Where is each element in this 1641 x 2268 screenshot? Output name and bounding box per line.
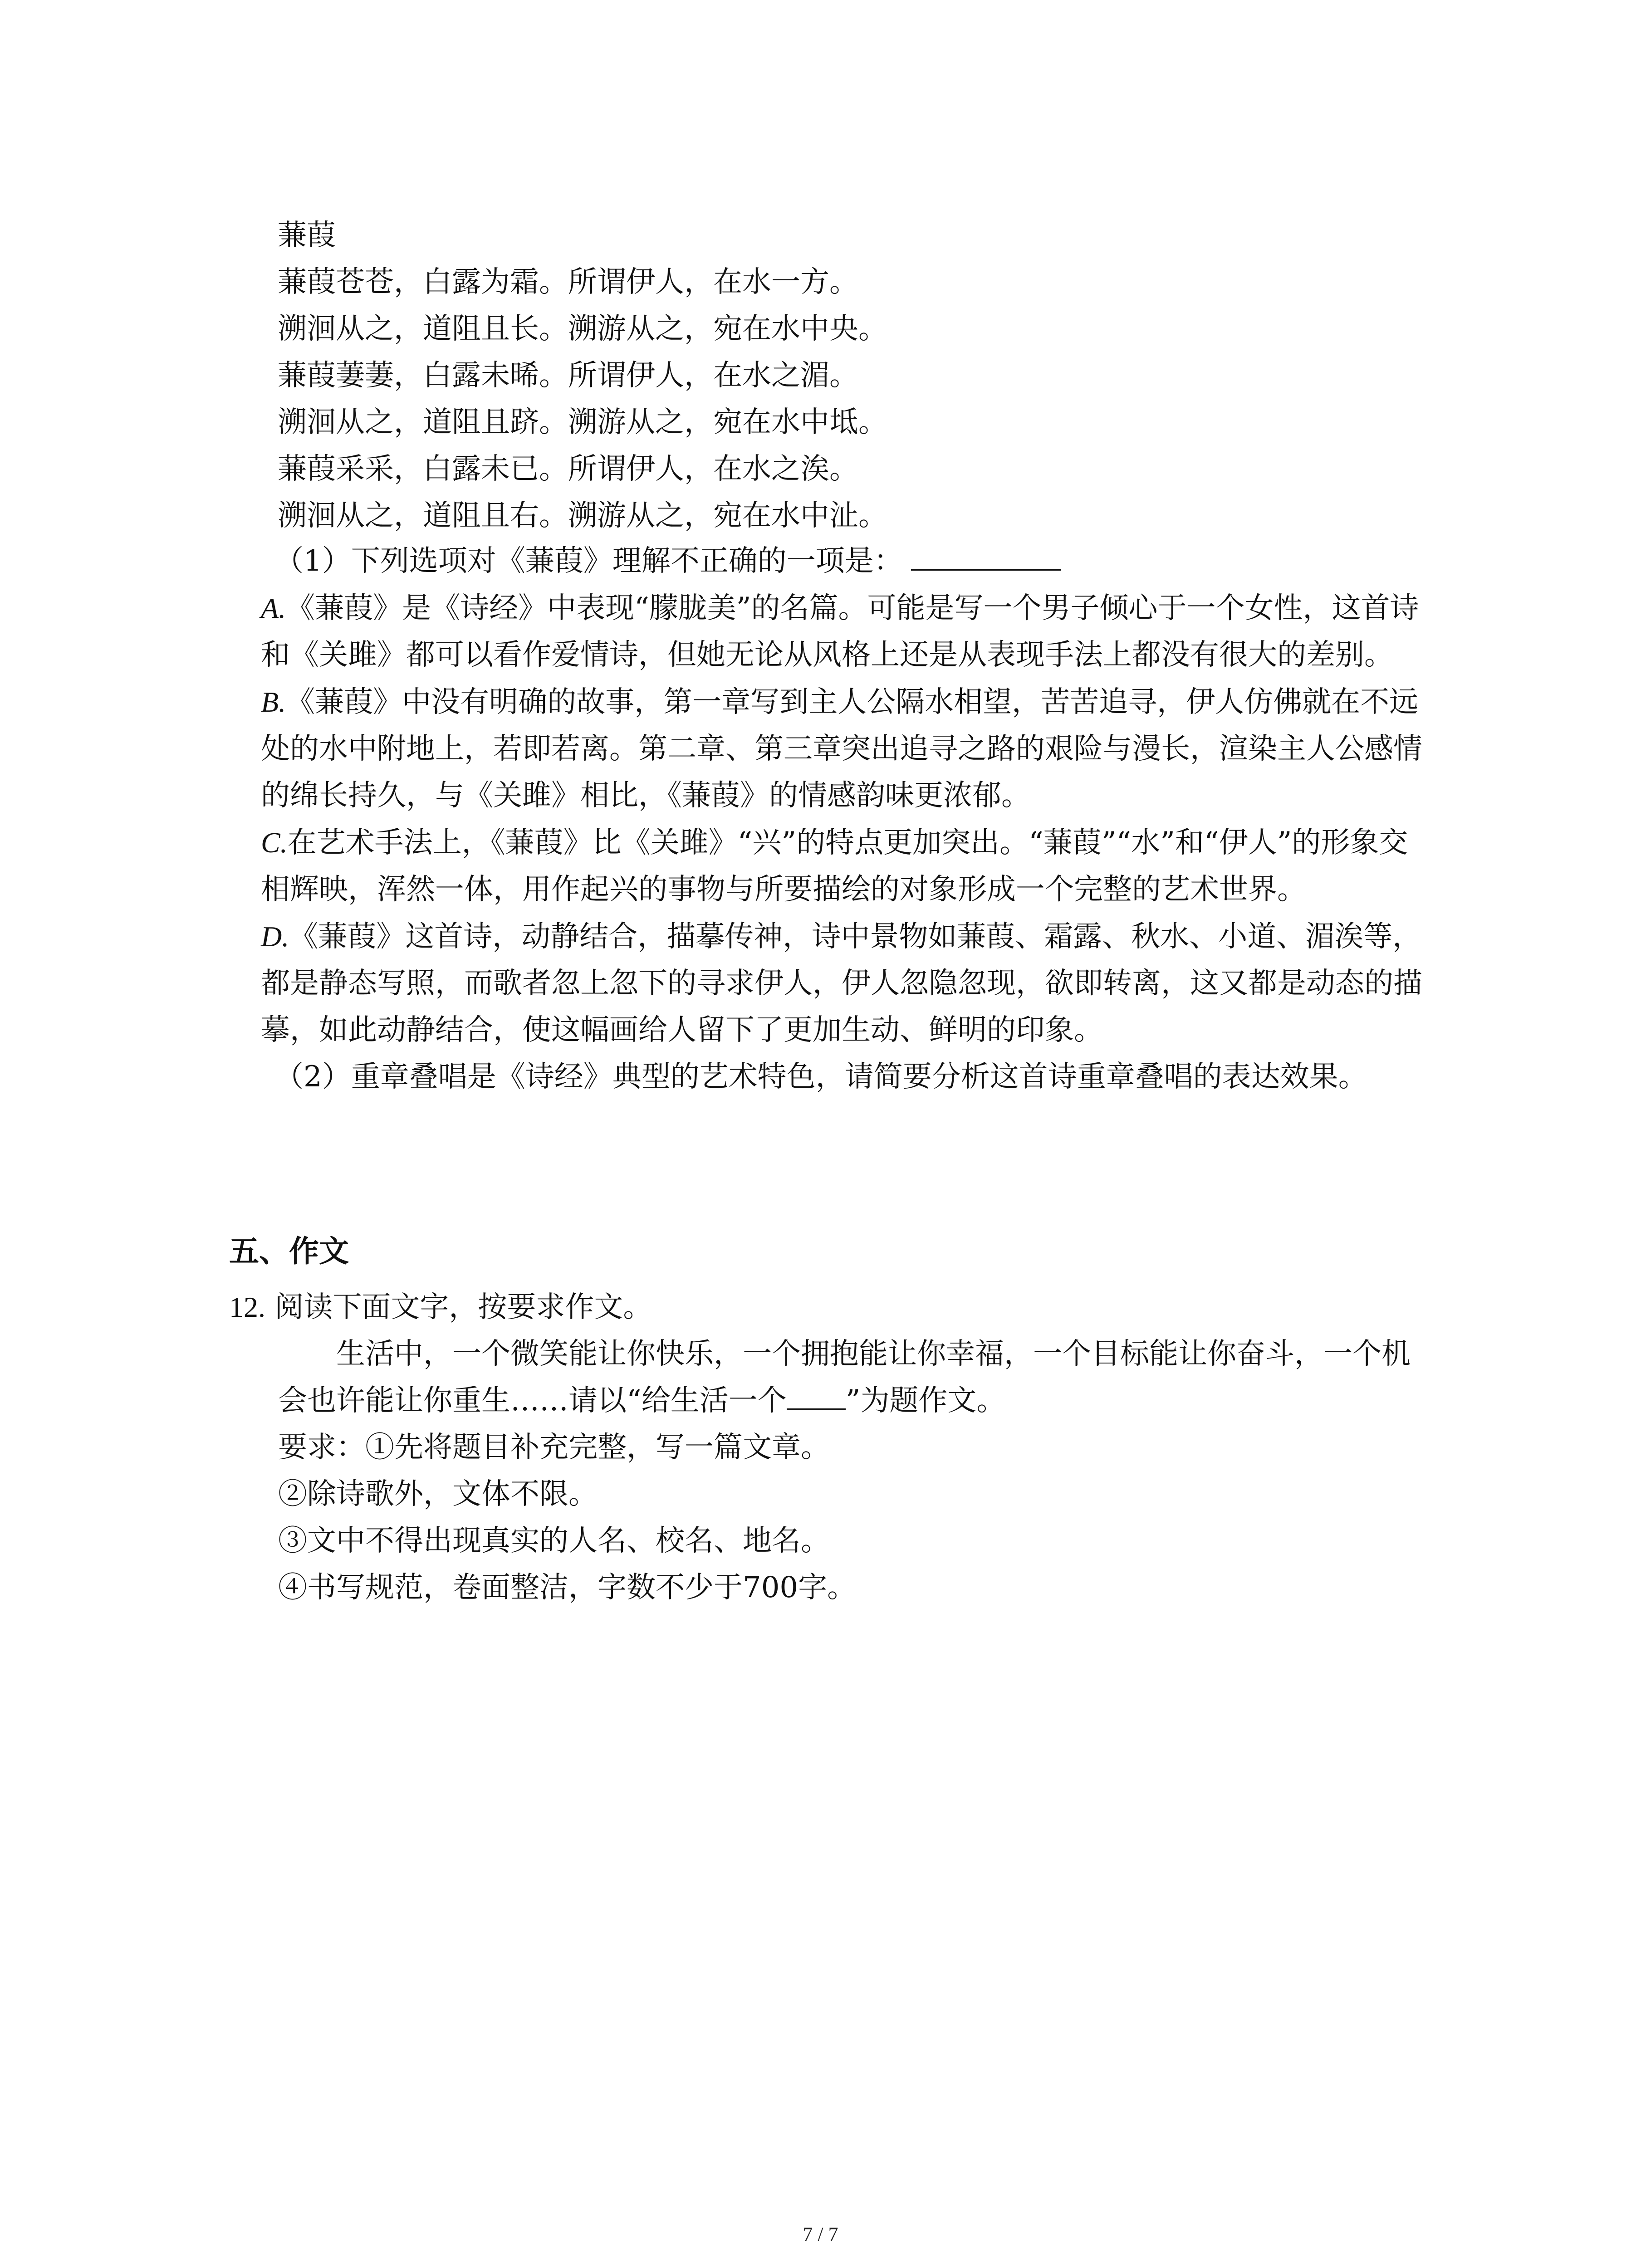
requirement-item: 要求：①先将题目补充完整，写一篇文章。 <box>278 1431 830 1464</box>
option-text: 在艺术手法上，《蒹葭》比《关雎》“兴”的特点更加突出。“蒹葭”“水”和“伊人”的形象交相辉映，浑然一体，用作起兴的事物与所要描绘的对象形成一个完整的艺术世界。 <box>261 826 1408 906</box>
essay-question <box>229 1284 1422 1611</box>
essay-passage-part1: 生活中，一个微笑能让你快乐，一个拥抱能让你幸福，一个目标能让你奋斗，一个机会也许能让你重生……请以“给生活一个 <box>278 1337 1411 1418</box>
section-title: 五、作文 <box>229 1234 349 1269</box>
option-text: 《蒹葭》中没有明确的故事，第一章写到主人公隔水相望，苦苦追寻，伊人仿佛就在不远处的水中附地上，若即若离。第二章、第三章突出追寻之路的艰险与漫长，渲染主人公感情的绵长持久，与《关雎》相比，《蒹葭》的情感韵味更浓郁。 <box>261 685 1422 812</box>
requirement-item: ④书写规范，卷面整洁，字数不少于700字。 <box>278 1571 857 1604</box>
answer-blank <box>911 540 1061 571</box>
option-text: 《蒹葭》是《诗经》中表现“朦胧美”的名篇。可能是写一个男子倾心于一个女性，这首诗和《关雎》都可以看作爱情诗，但她无论从风格上还是从表现手法上都没有很大的差别。 <box>261 591 1419 672</box>
requirement-item: ②除诗歌外，文体不限。 <box>278 1477 598 1511</box>
option-text: 《蒹葭》这首诗，动静结合，描摹传神，诗中景物如蒹葭、霜露、秋水、小道、湄涘等，都是静态写照，而歌者忽上忽下的寻求伊人，伊人忽隐忽现，欲即转离，这又都是动态的描摹，如此动静结合，使这幅画给人留下了更加生动、鲜明的印象。 <box>261 920 1422 1047</box>
option-b <box>261 679 1422 819</box>
question-1 <box>274 538 1422 585</box>
option-a <box>261 585 1422 679</box>
essay-instruction-line <box>229 1284 1422 1331</box>
option-letter: A. <box>261 592 286 624</box>
question-block <box>261 538 1422 1100</box>
poem-line: 蒹葭苍苍，白露为霜。所谓伊人，在水一方。 <box>278 265 858 299</box>
option-letter: D. <box>261 920 289 953</box>
poem-line: 溯洄从之，道阻且右。溯游从之，宛在水中沚。 <box>278 499 887 533</box>
option-d <box>261 913 1422 1054</box>
poem-line: 溯洄从之，道阻且长。溯游从之，宛在水中央。 <box>278 312 887 346</box>
essay-passage <box>278 1331 1422 1424</box>
title-blank <box>787 1381 846 1410</box>
question-number: 12. <box>229 1291 265 1323</box>
question-1-prompt: （1）下列选项对《蒹葭》理解不正确的一项是： <box>274 544 903 578</box>
requirement-item: ③文中不得出现真实的人名、校名、地名。 <box>278 1524 830 1558</box>
poem <box>278 212 887 539</box>
option-c <box>261 819 1422 913</box>
poem-line: 溯洄从之，道阻且跻。溯游从之，宛在水中坻。 <box>278 406 887 439</box>
essay-instruction: 阅读下面文字，按要求作文。 <box>274 1290 652 1324</box>
poem-title: 蒹葭 <box>278 219 336 252</box>
essay-body <box>278 1331 1422 1611</box>
question-2: （2）重章叠唱是《诗经》典型的艺术特色，请简要分析这首诗重章叠唱的表达效果。 <box>274 1060 1367 1094</box>
option-letter: B. <box>261 686 286 718</box>
option-letter: C. <box>261 826 288 859</box>
essay-passage-part2: ”为题作文。 <box>845 1384 1006 1418</box>
poem-line: 蒹葭采采，白露未已。所谓伊人，在水之涘。 <box>278 452 858 486</box>
page-number: 7 / 7 <box>803 2223 838 2245</box>
poem-line: 蒹葭萋萋，白露未晞。所谓伊人，在水之湄。 <box>278 359 858 392</box>
